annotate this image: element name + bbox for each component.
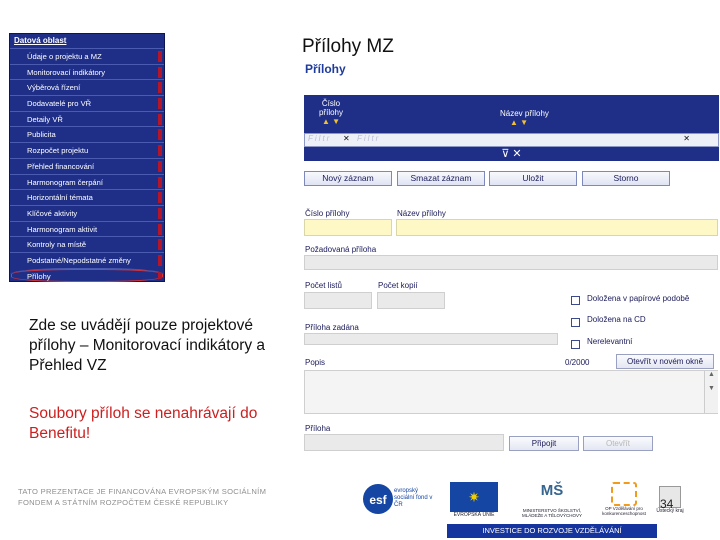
clear-filter-icon[interactable]: ✕ [683, 134, 692, 143]
label-copy-count: Počet kopií [378, 281, 418, 290]
svg-text:esf: esf [369, 493, 387, 507]
delete-record-button[interactable]: Smazat záznam [397, 171, 485, 186]
msmt-logo [512, 482, 592, 522]
nav-item-inspections[interactable]: Kontroly na místě [10, 236, 164, 252]
slide-title: Přílohy MZ [302, 36, 394, 57]
op-vk-logo-text: OP Vzdělávání pro konkurenceschopnost [602, 506, 646, 516]
submitted-field[interactable] [304, 333, 558, 345]
label-sheet-count: Počet listů [305, 281, 342, 290]
attach-button[interactable]: Připojit [509, 436, 579, 451]
sort-arrows-icon[interactable]: ▲ ▼ [321, 117, 341, 126]
nav-item-budget[interactable]: Rozpočet projektu [10, 142, 164, 158]
attachment-field[interactable] [304, 434, 504, 451]
nav-item-attachments[interactable]: Přílohy [10, 268, 164, 284]
col-header-name[interactable] [500, 109, 549, 127]
required-attachment-field[interactable] [304, 255, 718, 270]
nav-item-drawdown[interactable]: Harmonogram čerpání [10, 174, 164, 190]
label-description: Popis [305, 358, 326, 367]
footer-line-2: FONDEM A STÁTNÍM ROZPOČTEM ČESKÉ REPUBLIKY [18, 498, 229, 507]
nav-header: Datová oblast [14, 36, 67, 45]
op-vk-icon [611, 482, 637, 506]
name-field[interactable] [396, 219, 718, 236]
nav-item-tenders[interactable]: Výběrová řízení [10, 79, 164, 95]
sheet-count-field[interactable] [304, 292, 372, 309]
cd-checkbox-label: Doložena na CD [587, 315, 646, 324]
label-submitted: Příloha zadána [305, 323, 359, 332]
label-required: Požadovaná příloha [305, 245, 377, 254]
filter-row [304, 133, 719, 147]
data-area-nav [9, 33, 165, 282]
page-number: 34 [660, 497, 674, 511]
filter-funnel-icon[interactable]: ⊽ ✕ [501, 148, 522, 160]
usti-region-text: Ústecký kraj [656, 508, 684, 514]
irrelevant-checkbox-label: Nerelevantní [587, 337, 633, 346]
footer-line-1: TATO PREZENTACE JE FINANCOVÁNA EVROPSKÝM SOCIÁLNÍM [18, 487, 267, 496]
paper-checkbox[interactable] [571, 296, 580, 305]
eu-logo-text: EVROPSKÁ UNIE [453, 512, 495, 518]
open-new-window-button[interactable]: Otevřít v novém okně [616, 354, 714, 369]
open-button[interactable]: Otevřít [583, 436, 653, 451]
nav-item-horizontal-themes[interactable]: Horizontální témata [10, 189, 164, 205]
esf-logo [362, 482, 440, 522]
nav-item-publicity[interactable]: Publicita [10, 126, 164, 142]
nav-item-suppliers[interactable]: Dodavatelé pro VŘ [10, 95, 164, 111]
nav-item-key-activities[interactable]: Klíčové aktivity [10, 205, 164, 221]
footer-text [18, 486, 266, 508]
nav-item-project-data[interactable]: Údaje o projektu a MZ [10, 48, 164, 64]
paper-checkbox-label: Doložena v papírové podobě [587, 294, 690, 303]
note-text: Zde se uvádějí pouze projektové přílohy – Monitorovací indikátory a Přehled VZ [29, 317, 266, 374]
eu-logo [446, 482, 502, 522]
cd-checkbox[interactable] [571, 318, 580, 327]
new-record-button[interactable]: Nový záznam [304, 171, 392, 186]
sort-arrows-icon[interactable]: ▲ ▼ [510, 118, 529, 127]
msmt-mark-icon: MŠ [540, 482, 564, 499]
msmt-logo-text: MINISTERSTVO ŠKOLSTVÍ, MLÁDEŽE A TĚLOVÝCHOVY [522, 508, 582, 518]
clear-filter-icon[interactable]: ✕ [343, 134, 352, 143]
filter-name-input[interactable]: Filtr [357, 134, 381, 143]
col-header-name-label: Název přílohy [500, 109, 549, 118]
cancel-button[interactable]: Storno [582, 171, 670, 186]
col-header-number[interactable] [318, 99, 344, 126]
warning-text: Soubory příloh se nenahrávají do Benefitu! [29, 405, 258, 442]
investment-banner: INVESTICE DO ROZVOJE VZDĚLÁVÁNÍ [447, 524, 657, 538]
char-counter: 0/2000 [565, 358, 590, 367]
nav-item-changes[interactable]: Podstatné/Nepodstatné změny [10, 252, 164, 268]
col-header-number-label: Číslo přílohy [318, 99, 343, 117]
eu-stars-icon: ✷ [450, 482, 498, 512]
copy-count-field[interactable] [377, 292, 445, 309]
op-vk-logo [598, 482, 650, 522]
number-field[interactable] [304, 219, 392, 236]
nav-item-financing[interactable]: Přehled financování [10, 158, 164, 174]
nav-item-activity-schedule[interactable]: Harmonogram aktivit [10, 221, 164, 237]
irrelevant-checkbox[interactable] [571, 340, 580, 349]
label-name: Název přílohy [397, 209, 446, 218]
nav-item-tender-details[interactable]: Detaily VŘ [10, 111, 164, 127]
logo-strip [362, 482, 658, 522]
filter-number-input[interactable]: Filtr [308, 134, 332, 143]
esf-logo-text: evropský sociální fond v ČR [394, 488, 433, 508]
grid-footer [304, 147, 719, 161]
save-button[interactable]: Uložit [489, 171, 577, 186]
description-textarea[interactable] [304, 370, 718, 414]
panel-title: Přílohy [305, 62, 346, 76]
nav-item-indicators[interactable]: Monitorovací indikátory [10, 64, 164, 80]
textarea-scrollbar[interactable]: ▲ ▼ [704, 371, 718, 413]
label-number: Číslo přílohy [305, 209, 350, 218]
label-attachment: Příloha [305, 424, 331, 433]
grid-header [304, 95, 719, 133]
